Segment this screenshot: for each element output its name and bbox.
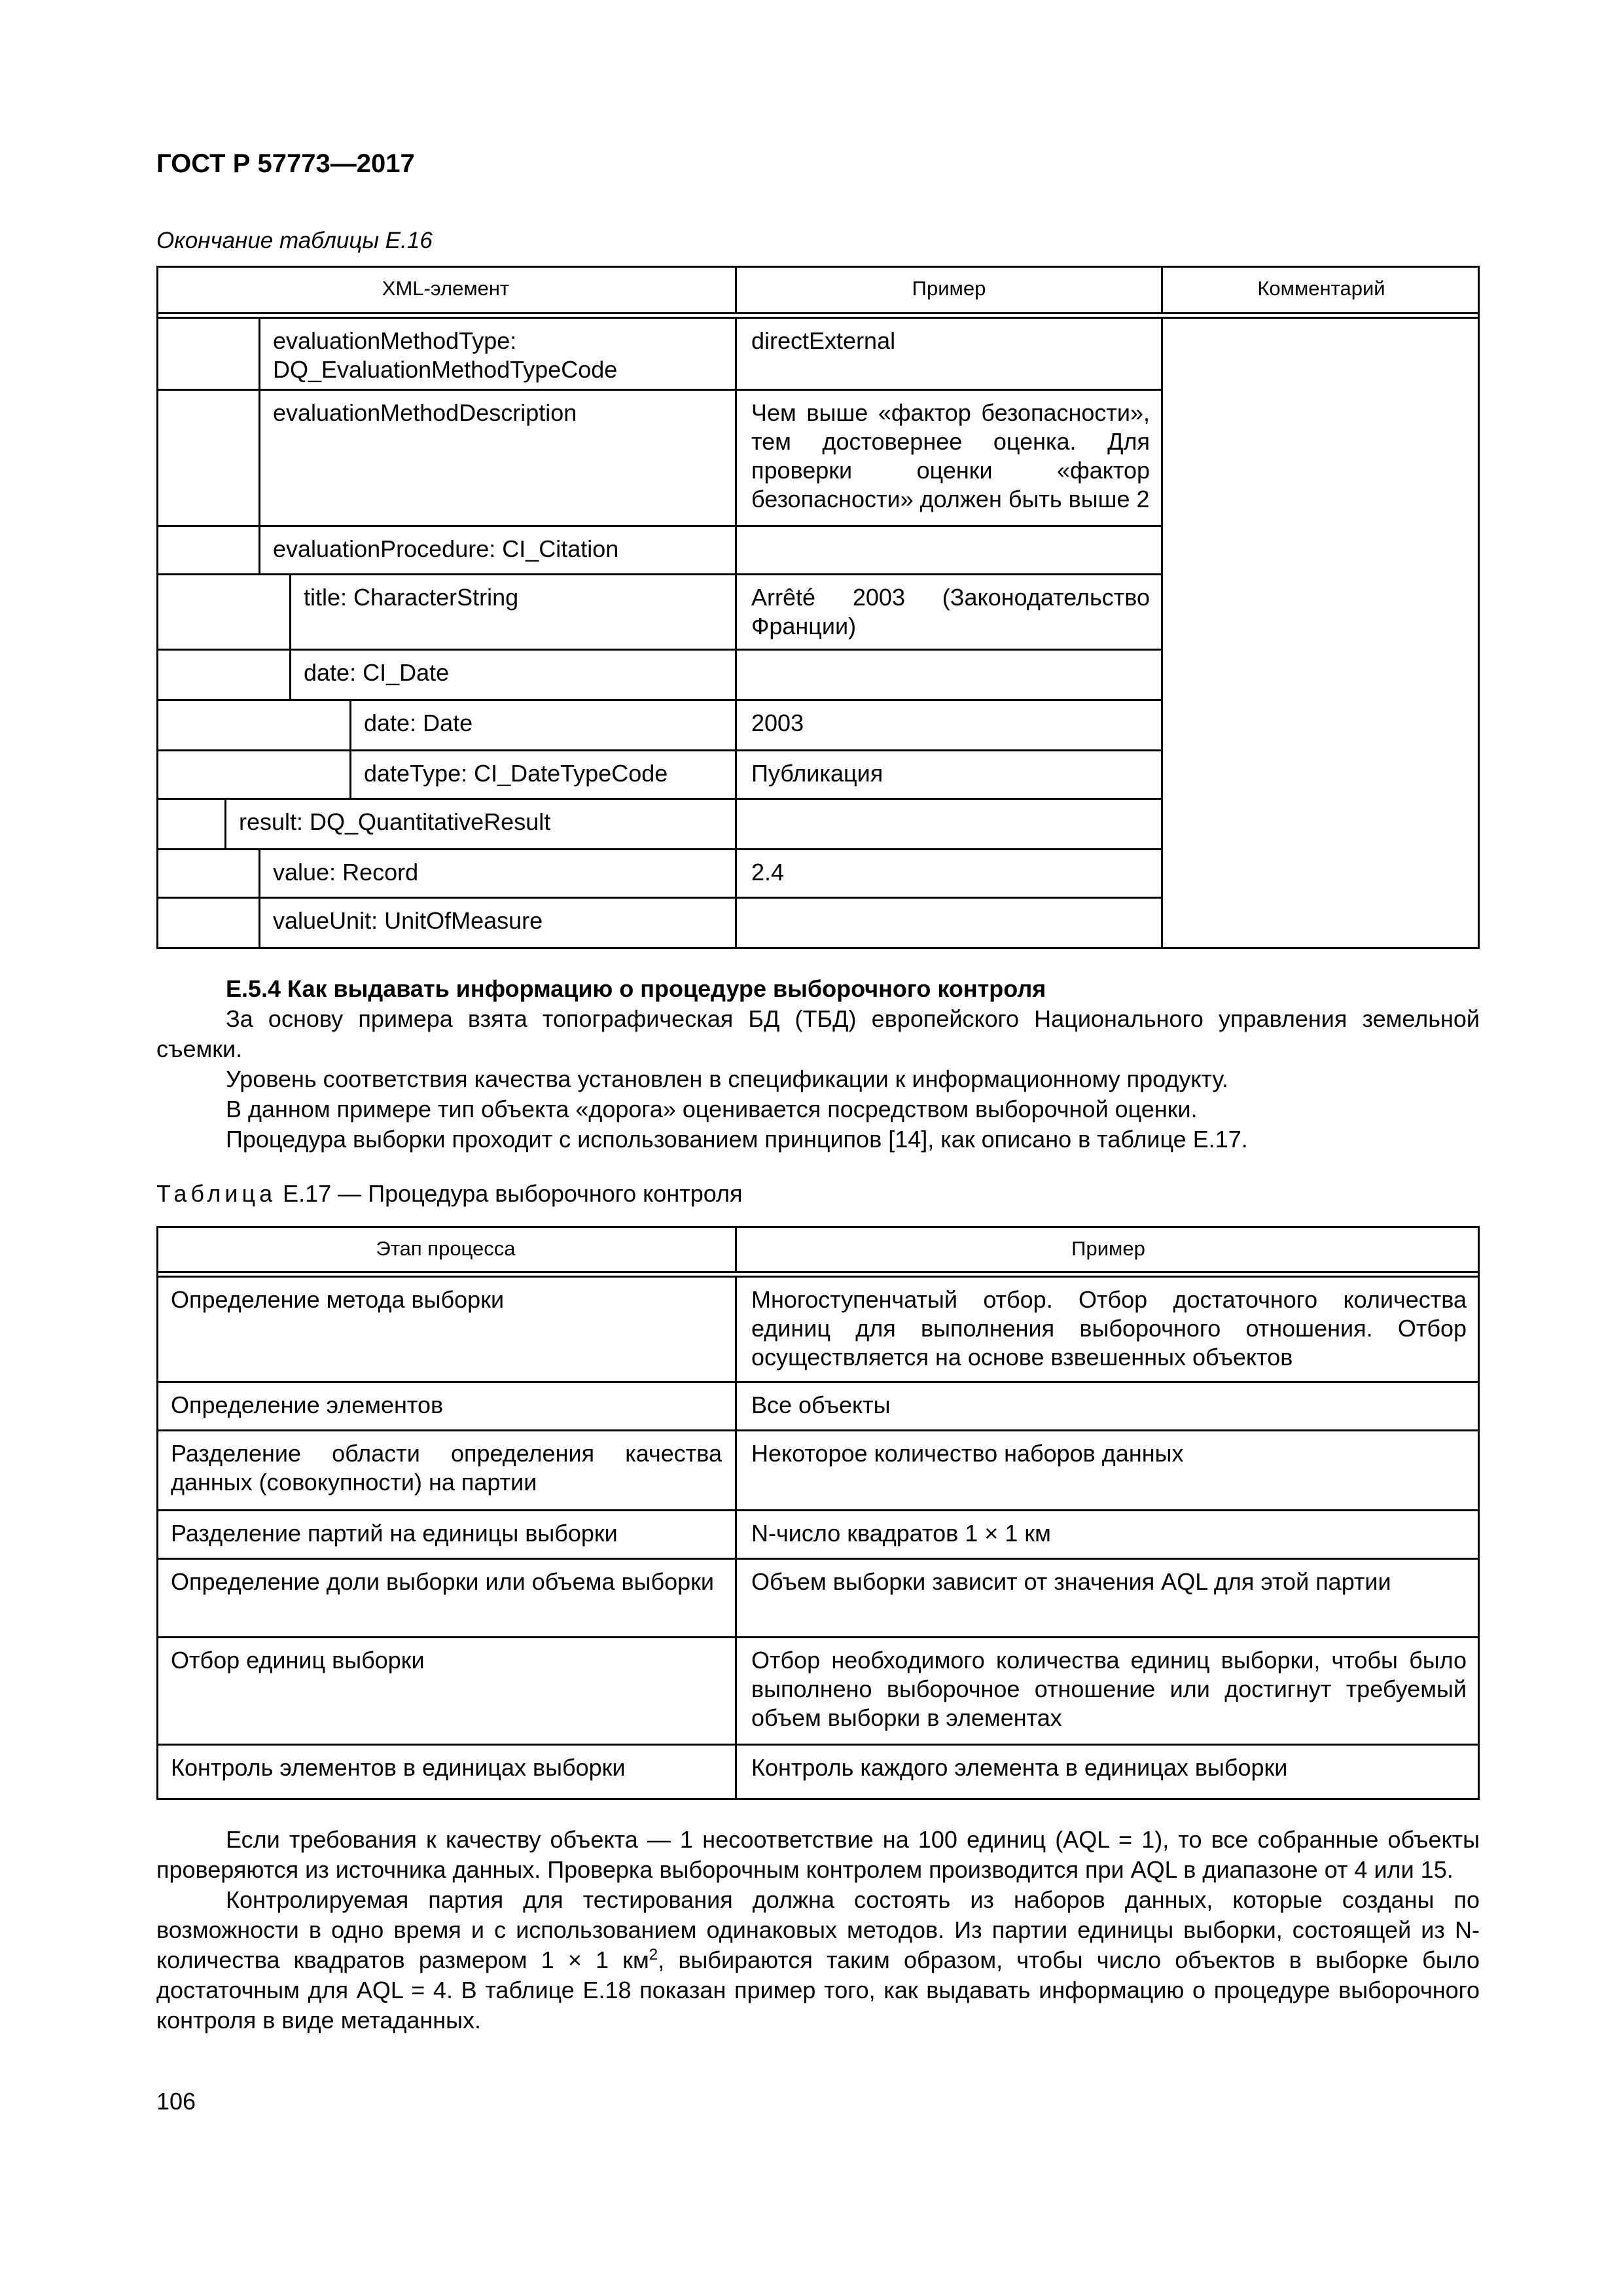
table-row (156, 800, 1163, 850)
table-row (156, 1638, 1480, 1746)
table-row (156, 527, 1163, 575)
table-row (156, 1746, 1480, 1800)
paragraph (156, 1885, 1480, 2036)
process-stage-cell: Определение доли выборки или объема выборки (171, 1568, 714, 1595)
xml-element-cell: date: CI_Date (304, 659, 450, 686)
table-e17-header-stage: Этап процесса (376, 1237, 516, 1260)
process-stage-cell: Определение метода выборки (171, 1286, 505, 1313)
example-cell (735, 800, 1163, 848)
process-stage-cell: Отбор единиц выборки (171, 1647, 425, 1674)
xml-element-cell: result: DQ_QuantitativeResult (239, 808, 551, 835)
closing-text (156, 1825, 1480, 2036)
process-stage-cell: Контроль элементов в единицах выборки (171, 1754, 626, 1781)
xml-element-cell: evaluationMethodType: DQ_EvaluationMethodTypeCode (273, 327, 618, 383)
table-row (156, 651, 1163, 701)
process-stage-cell: Разделение партий на единицы выборки (171, 1520, 618, 1547)
table-row (156, 319, 1163, 391)
paragraph: В данном примере тип объекта «дорога» оценивается посредством выборочной оценки. (226, 1096, 1198, 1122)
paragraph-part: , выбираются таким образом, чтобы число объектов в выборке было достаточным для AQL = 4. В таблице Е.18 показан пример того, как выдавать информацию о процедуре выборочного контроля в виде метаданных. (156, 1946, 1480, 2034)
xml-element-cell: date: Date (364, 709, 473, 736)
section-e54 (156, 974, 1480, 1155)
example-cell: Все объекты (735, 1383, 1480, 1429)
xml-element-cell: title: CharacterString (304, 584, 519, 611)
table-row (156, 751, 1163, 800)
example-cell: N-число квадратов 1 × 1 км (735, 1511, 1480, 1558)
paragraph: Процедура выборки проходит с использованием принципов [14], как описано в таблице Е.17. (226, 1126, 1248, 1153)
example-cell: Некоторое количество наборов данных (735, 1431, 1480, 1509)
table-row (156, 1278, 1480, 1383)
table-row (156, 850, 1163, 899)
table-e16-header-comment: Комментарий (1161, 266, 1480, 314)
example-cell: Чем выше «фактор безопасности», тем достовернее оценка. Для проверки оценки «фактор безопасности» должен быть выше 2 (735, 391, 1163, 525)
superscript: 2 (649, 1946, 658, 1964)
xml-element-cell: evaluationProcedure: CI_Citation (273, 535, 619, 562)
table-e16-caption: Окончание таблицы Е.16 (156, 228, 433, 253)
process-stage-cell: Определение элементов (171, 1391, 444, 1418)
paragraph: За основу примера взята топографическая БД (ТБД) европейского Национального управления земельной съемки. (156, 1005, 1480, 1062)
example-cell (735, 527, 1163, 573)
example-cell: directExternal (735, 319, 1163, 389)
example-cell: Многоступенчатый отбор. Отбор достаточного количества единиц для выполнения выборочного отношения. Отбор осуществляется на основе взвешенных объектов (735, 1278, 1480, 1381)
table-e16-header-example: Пример (735, 266, 1161, 314)
xml-element-cell: dateType: CI_DateTypeCode (364, 760, 668, 787)
xml-element-cell: valueUnit: UnitOfMeasure (273, 907, 543, 934)
process-stage-cell: Разделение области определения качества данных (совокупности) на партии (171, 1440, 722, 1496)
section-heading: Е.5.4 Как выдавать информацию о процедуре выборочного контроля (226, 975, 1046, 1002)
xml-element-cell: value: Record (273, 859, 419, 886)
paragraph: Уровень соответствия качества установлен в спецификации к информационному продукту. (226, 1066, 1228, 1092)
table-e16-header-element: XML-элемент (382, 277, 510, 300)
table-row (156, 899, 1163, 947)
paragraph-part: Контролируемая партия для тестирования должна состоять из наборов данных, которые созданы по возможности в одно время и с использованием одинаковых методов. Из партии единицы выборки, состоящей из N-количества квадратов размером 1 × 1 км (156, 1886, 1480, 1973)
example-cell: Публикация (735, 751, 1163, 798)
table-row (156, 391, 1163, 527)
example-cell: Контроль каждого элемента в единицах выборки (735, 1746, 1480, 1800)
caption-label: Таблица (156, 1180, 277, 1207)
table-row (156, 575, 1163, 651)
header-double-rule (156, 1271, 1480, 1278)
header-double-rule (156, 312, 1480, 319)
xml-element-cell: evaluationMethodDescription (273, 399, 577, 426)
example-cell (735, 651, 1163, 699)
example-cell: 2003 (735, 701, 1163, 749)
table-row (156, 1383, 1480, 1431)
table-row (156, 1511, 1480, 1560)
caption-text: Е.17 — Процедура выборочного контроля (283, 1180, 743, 1207)
table-e17-caption (156, 1179, 742, 1209)
table-row (156, 1431, 1480, 1511)
table-row (156, 701, 1163, 751)
example-cell: Arrêté 2003 (Законодательство Франции) (735, 575, 1163, 649)
example-cell: Отбор необходимого количества единиц выборки, чтобы было выполнено выборочное отношение или достигнут требуемый объем выборки в элементах (735, 1638, 1480, 1744)
page-number: 106 (156, 2088, 196, 2115)
paragraph: Если требования к качеству объекта — 1 несоответствие на 100 единиц (AQL = 1), то все собранные объекты проверяются из источника данных. Проверка выборочным контролем производится при AQL в диапазоне от 4 или 15. (156, 1826, 1480, 1883)
document-id: ГОСТ Р 57773—2017 (156, 149, 415, 178)
table-e17-header-example: Пример (735, 1226, 1480, 1273)
example-cell: Объем выборки зависит от значения AQL для этой партии (735, 1560, 1480, 1636)
example-cell: 2.4 (735, 850, 1163, 897)
table-row (156, 1560, 1480, 1638)
example-cell (735, 899, 1163, 947)
